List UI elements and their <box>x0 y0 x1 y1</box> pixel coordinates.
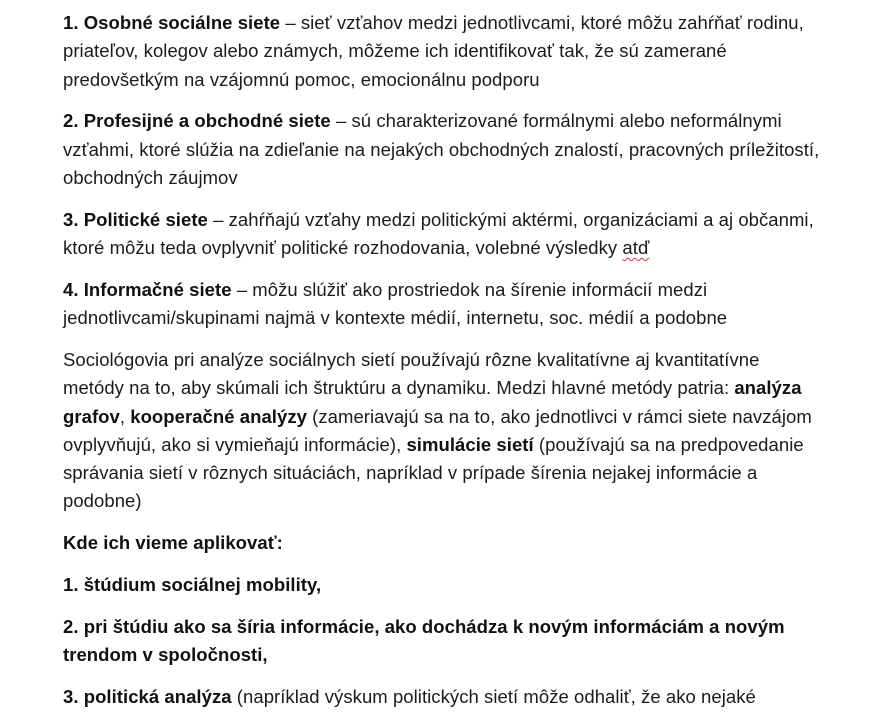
application-information-spread: 2. pri štúdiu ako sa šíria informácie, ako dochádza k novým informáciám a novým trendom v spoločnosti, <box>63 615 785 666</box>
paragraph-information-networks <box>63 276 823 333</box>
text-personal-networks: – sieť vzťahov medzi jednotlivcami, ktoré môžu zahŕňať rodinu, priateľov, kolegov alebo známych, môžeme ich identifikovať tak, že sú zamerané predovšetkým na vzájomnú pomoc, emocionálnu podporu <box>63 12 804 90</box>
heading-professional-networks: 2. Profesijné a obchodné siete <box>63 110 331 132</box>
paragraph-political-networks <box>63 206 823 263</box>
heading-political-networks: 3. Politické siete <box>63 208 208 230</box>
text-political-networks: – zahŕňajú vzťahy medzi politickými aktérmi, organizáciami a aj občanmi, ktoré môžu teda ovplyvniť politické rozhodovania, volebné výsledky <box>63 208 814 259</box>
application-social-mobility: 1. štúdium sociálnej mobility, <box>63 574 322 596</box>
heading-information-networks: 4. Informačné siete <box>63 278 232 300</box>
method-network-simulation: simulácie sietí <box>406 433 534 455</box>
paragraph-applications-heading <box>63 529 823 557</box>
method-cooperative-analysis: kooperačné analýzy <box>130 405 307 427</box>
methods-separator: , <box>119 405 131 427</box>
paragraph-personal-networks <box>63 9 823 94</box>
paragraph-professional-networks <box>63 107 823 192</box>
paragraph-application-mobility <box>63 571 823 599</box>
method-graph-analysis: analýza grafov <box>63 377 802 427</box>
text-professional-networks: – sú charakterizované formálnymi alebo neformálnymi vzťahmi, ktoré slúžia na zdieľanie na nejakých obchodných znalostí, pracovných príležitostí, obchodných záujmov <box>63 110 820 188</box>
document-body[interactable] <box>63 9 823 725</box>
spelling-error-word[interactable]: atď <box>622 237 650 259</box>
paragraph-application-information <box>63 613 823 670</box>
paragraph-application-political <box>63 683 823 711</box>
method-cooperative-description: (zameriavajú sa na to, ako jednotlivci v rámci siete navzájom ovplyvňujú, ako si vymieňajú informácie), <box>63 405 812 455</box>
heading-personal-networks: 1. Osobné sociálne siete <box>63 12 281 33</box>
text-information-networks: – môžu slúžiť ako prostriedok na šírenie informácií medzi jednotlivcami/skupinami najmä v kontexte médií, internetu, soc. médií a podobne <box>63 278 728 329</box>
applications-heading: Kde ich vieme aplikovať: <box>63 532 283 554</box>
methods-intro: Sociológovia pri analýze sociálnych sietí používajú rôzne kvalitatívne aj kvantitatívne metódy na to, aby skúmali ich štruktúru a dynamiku. Medzi hlavné metódy patria: <box>63 348 760 399</box>
text-political-analysis: (napríklad výskum politických sietí môže odhaliť, že ako nejaké <box>231 685 756 707</box>
application-political-analysis: 3. politická analýza <box>63 685 232 707</box>
paragraph-methods <box>63 346 823 516</box>
method-simulation-description: (používajú sa na predpovedanie správania sietí v rôznych situáciách, napríklad v prípade šírenia nejakej informácie a podobne) <box>63 433 804 512</box>
